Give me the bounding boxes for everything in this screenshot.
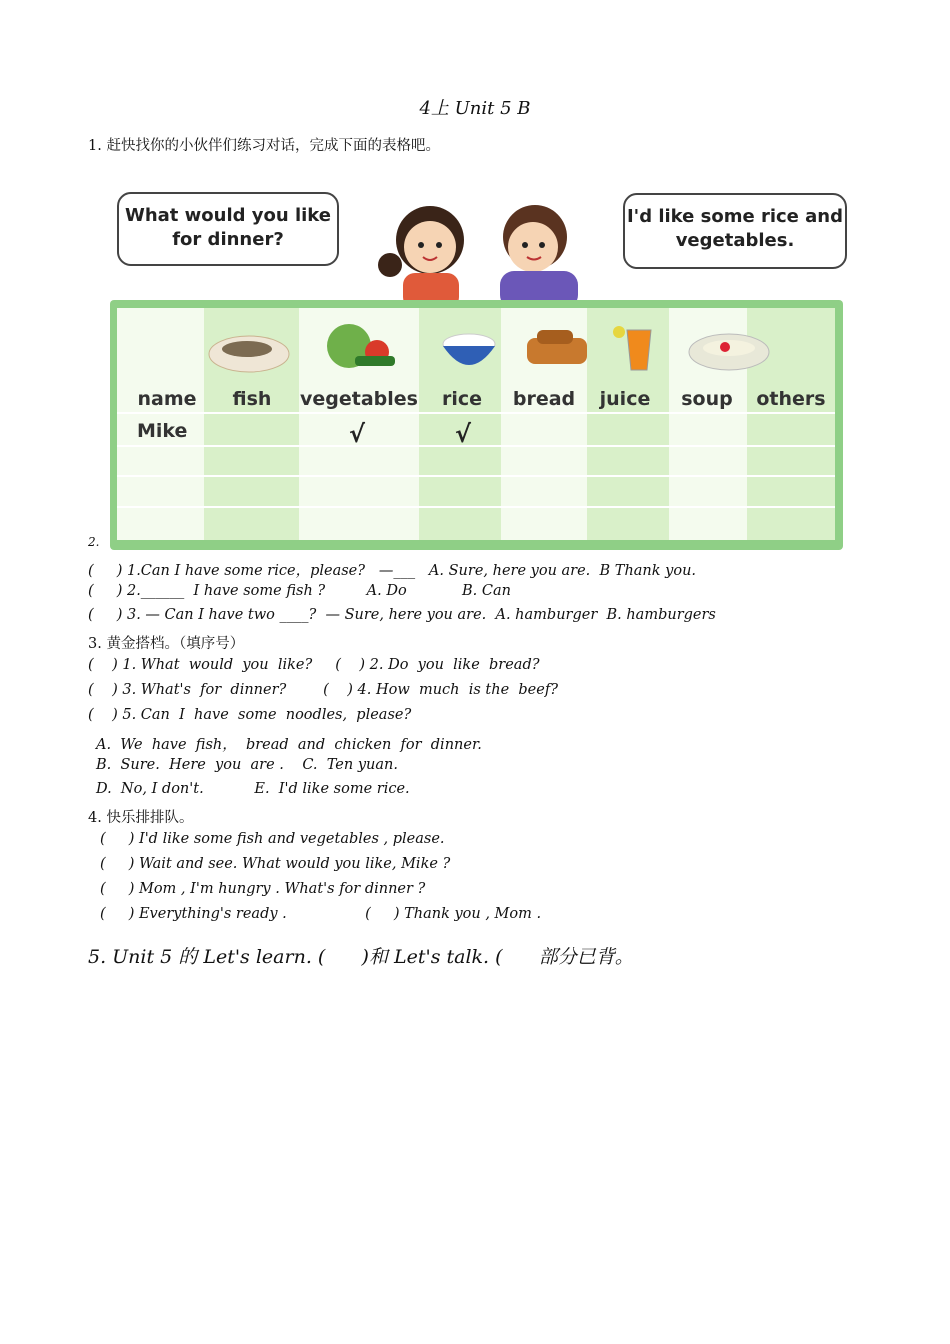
- section2-heading: 2.: [88, 535, 100, 549]
- children-illustration: [335, 195, 625, 307]
- answer-option: D. No, I don't. E. I'd like some rice.: [96, 781, 410, 797]
- sentence-item: ( ) Wait and see. What would you like, Mike ?: [100, 856, 451, 872]
- question-item: ( ) 1.Can I have some rice，please? —___ A. Sure, here you are. B Thank you.: [88, 563, 697, 579]
- sentence-item: ( ) I'd like some fish and vegetables , please.: [100, 831, 445, 847]
- col-bread: bread: [512, 388, 576, 410]
- section3-heading: 3. 黄金搭档。（填序号）: [88, 636, 245, 652]
- soup-icon: [689, 334, 769, 370]
- sentence-item: ( ) Mom , I'm hungry . What's for dinner ?: [100, 881, 426, 897]
- answer-option: B. Sure. Here you are . C. Ten yuan.: [96, 757, 398, 773]
- question-item: ( ) 3. What's for dinner? ( ) 4. How much is the beef?: [88, 682, 558, 698]
- question-item: ( ) 3. — Can I have two ____? — Sure, here you are. A. hamburger B. hamburgers: [88, 607, 716, 623]
- food-pictures: [207, 316, 827, 376]
- col-fish: fish: [232, 388, 272, 410]
- food-table: [110, 300, 843, 550]
- question-item: ( ) 1. What would you like? ( ) 2. Do you like bread?: [88, 657, 540, 673]
- bread-icon: [527, 330, 587, 364]
- col-vegetables: vegetables: [300, 388, 418, 410]
- col-soup: soup: [681, 388, 733, 410]
- check-rice: √: [455, 420, 472, 448]
- rice-bowl-icon: [443, 334, 495, 365]
- sentence-item: ( ) Everything's ready . ( ) Thank you , Mom .: [100, 906, 542, 922]
- question-item: ( ) 2.______ I have some fish ? A. Do B. Can: [88, 583, 511, 599]
- dinner-illustration: [110, 185, 845, 553]
- check-vegetables: √: [349, 420, 366, 448]
- question-item: ( ) 5. Can I have some noodles, please?: [88, 707, 412, 723]
- speech-bubble-right: I'd like some rice and vegetables.: [623, 193, 847, 269]
- answer-option: A. We have fish， bread and chicken for dinner.: [96, 737, 482, 753]
- juice-icon: [613, 326, 651, 370]
- section4-heading: 4. 快乐排排队。: [88, 810, 194, 826]
- col-juice: juice: [599, 388, 651, 410]
- col-name: name: [137, 388, 197, 410]
- section1-heading: 1. 赶快找你的小伙伴们练习对话，完成下面的表格吧。: [88, 138, 440, 154]
- speech-bubble-left: What would you like for dinner?: [117, 192, 339, 266]
- col-others: others: [756, 388, 826, 410]
- section5-text: 5. Unit 5 的 Let's learn. ( )和 Let's talk. ( 部分已背。: [88, 946, 634, 968]
- row-name-mike: Mike: [137, 420, 188, 442]
- page-title: 4上 Unit 5 B: [419, 98, 531, 119]
- fish-plate-icon: [209, 336, 289, 372]
- vegetables-icon: [327, 324, 395, 368]
- col-rice: rice: [441, 388, 483, 410]
